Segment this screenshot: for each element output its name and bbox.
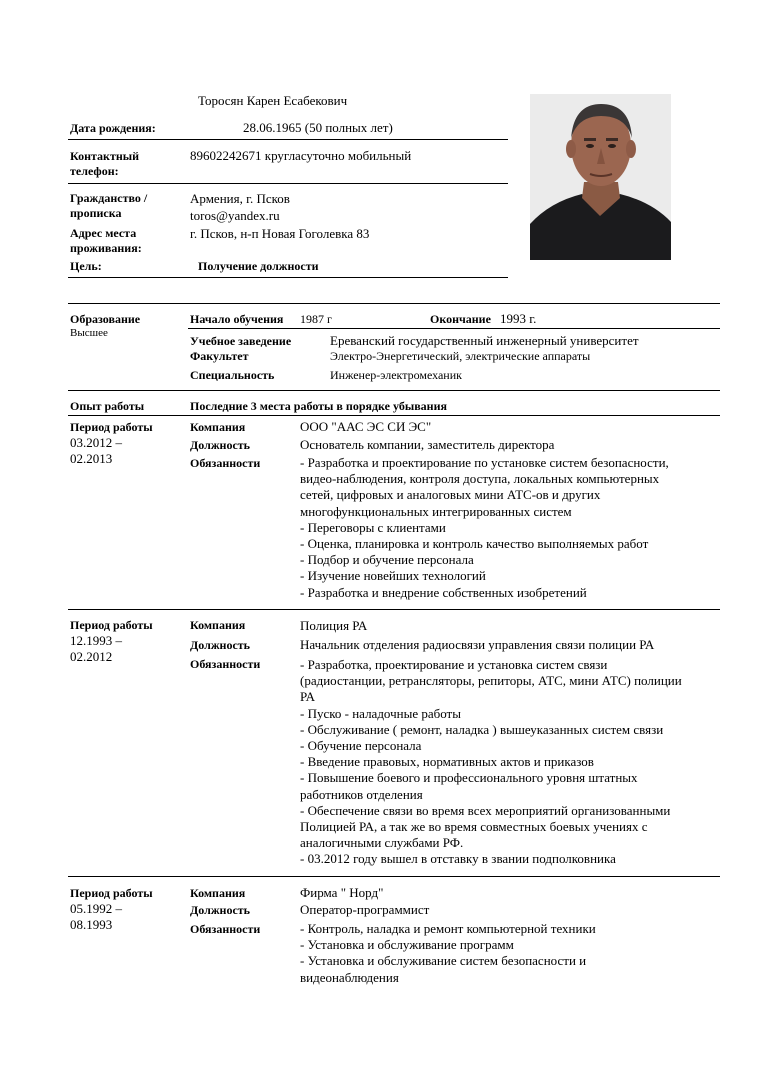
job-period-from: 03.2012 –	[70, 435, 122, 450]
birth-label: Дата рождения:	[70, 121, 156, 135]
education-level: Высшее	[70, 327, 108, 339]
job-period-from: 12.1993 –	[70, 633, 122, 648]
divider	[68, 415, 720, 416]
duty-line: многофункциональных интегрированных систем	[300, 503, 572, 519]
duty-line: работников отделения	[300, 786, 423, 802]
duty-line: - Разработка и внедрение собственных изобретений	[300, 584, 587, 600]
job-company: ООО "ААС ЭС СИ ЭС"	[300, 419, 432, 434]
duty-line: видеонаблюдения	[300, 969, 399, 985]
divider	[68, 303, 720, 304]
phone-label: Контактный телефон:	[70, 149, 140, 178]
duty-line: видео-наблюдения, контроля доступа, локальных компьютерных	[300, 471, 660, 487]
divider	[68, 183, 508, 184]
job-position: Начальник отделения радиосвязи управления связи полиции РА	[300, 637, 655, 652]
job-duties	[300, 657, 682, 867]
job-duties	[300, 921, 596, 986]
duty-line: - Обеспечение связи во время всех мероприятий организованными	[300, 802, 671, 818]
email-value: toros@yandex.ru	[190, 208, 280, 223]
duty-line: - Установка и обслуживание программ	[300, 937, 514, 953]
duty-line: - Разработка, проектирование и установка систем связи	[300, 657, 608, 672]
duty-line: - Введение правовых, нормативных актов и приказов	[300, 754, 594, 770]
duty-line: - Изучение новейших технологий	[300, 568, 486, 584]
job-position-label: Должность	[190, 438, 251, 452]
citizenship-label: Гражданство / прописка	[70, 191, 148, 220]
duty-line: - Подбор и обучение персонала	[300, 552, 474, 568]
institution-value: Ереванский государственный инженерный университет	[330, 333, 639, 348]
phone-value: 89602242671 кругласуточно мобильный	[190, 148, 412, 163]
duty-line: сетей, цифровых и аналоговых мини АТС-ов и других	[300, 487, 601, 503]
faculty-label: Факультет	[190, 349, 249, 363]
job-duties-label: Обязанности	[190, 922, 261, 936]
goal-value: Получение должности	[198, 259, 319, 273]
divider	[68, 277, 508, 278]
resume-name: Торосян Карен Есабекович	[198, 93, 348, 108]
specialty-label: Специальность	[190, 368, 275, 382]
duty-line: - 03.2012 году вышел в отставку в звании подполковника	[300, 851, 616, 867]
duty-line: - Разработка и проектирование по установке систем безопасности,	[300, 455, 669, 470]
duty-line: - Контроль, наладка и ремонт компьютерной техники	[300, 921, 596, 936]
job-company-label: Компания	[190, 420, 246, 434]
duty-line: - Переговоры с клиентами	[300, 519, 446, 535]
education-end-value: 1993 г.	[500, 311, 537, 326]
job-duties-label: Обязанности	[190, 657, 261, 671]
duty-line: - Обучение персонала	[300, 737, 422, 753]
duty-line: - Оценка, планировка и контроль качество выполняемых работ	[300, 535, 649, 551]
duty-line: - Установка и обслуживание систем безопасности и	[300, 953, 587, 969]
education-start-label: Начало обучения	[190, 312, 284, 326]
citizenship-value: Армения, г. Псков	[190, 191, 290, 206]
job-period-to: 02.2012	[70, 649, 113, 664]
job-position-label: Должность	[190, 638, 251, 652]
job-position: Оператор-программист	[300, 902, 430, 917]
profile-photo	[530, 94, 671, 260]
job-period-to: 02.2013	[70, 451, 113, 466]
institution-label: Учебное заведение	[190, 334, 292, 348]
duty-line: РА	[300, 689, 315, 705]
goal-label: Цель:	[70, 259, 102, 273]
job-period-to: 08.1993	[70, 917, 113, 932]
duty-line: - Обслуживание ( ремонт, наладка ) вышеуказанных систем связи	[300, 721, 664, 737]
address-value: г. Псков, н-п Новая Гоголевка 83	[190, 226, 370, 241]
job-period-from: 05.1992 –	[70, 901, 122, 916]
job-duties	[300, 455, 669, 601]
education-start-value: 1987 г	[300, 312, 332, 326]
divider	[68, 390, 720, 391]
duty-line: Полицией РА, а так же во время совместных боевых учениях с	[300, 818, 648, 834]
divider	[188, 328, 720, 329]
birth-value: 28.06.1965 (50 полных лет)	[243, 120, 393, 135]
job-company: Фирма " Норд"	[300, 885, 384, 900]
person-photo-icon	[530, 94, 671, 260]
experience-label: Опыт работы	[70, 399, 145, 413]
job-position: Основатель компании, заместитель директора	[300, 437, 555, 452]
job-period-label: Период работы	[70, 420, 153, 434]
faculty-value: Электро-Энергетический, электрические аппараты	[330, 349, 591, 363]
duty-line: - Пуско - наладочные работы	[300, 705, 461, 721]
job-period-label: Период работы	[70, 618, 153, 632]
duty-line: аналогичными службами РФ.	[300, 835, 464, 851]
divider	[68, 876, 720, 877]
job-duties-label: Обязанности	[190, 456, 261, 470]
divider	[68, 139, 508, 140]
job-position-label: Должность	[190, 903, 251, 917]
job-company-label: Компания	[190, 886, 246, 900]
job-period-label: Период работы	[70, 886, 153, 900]
experience-heading: Последние 3 места работы в порядке убывания	[190, 399, 448, 413]
address-label: Адрес места проживания:	[70, 226, 142, 255]
duty-line: - Повышение боевого и профессионального уровня штатных	[300, 770, 638, 786]
education-label: Образование	[70, 312, 141, 326]
job-company: Полиция РА	[300, 618, 368, 633]
job-company-label: Компания	[190, 618, 246, 632]
education-end-label: Окончание	[430, 312, 491, 326]
divider	[68, 609, 720, 610]
specialty-value: Инженер-электромеханик	[330, 368, 462, 382]
duty-line: (радиостанции, ретрансляторы, репиторы, АТС, мини АТС) полиции	[300, 673, 682, 689]
